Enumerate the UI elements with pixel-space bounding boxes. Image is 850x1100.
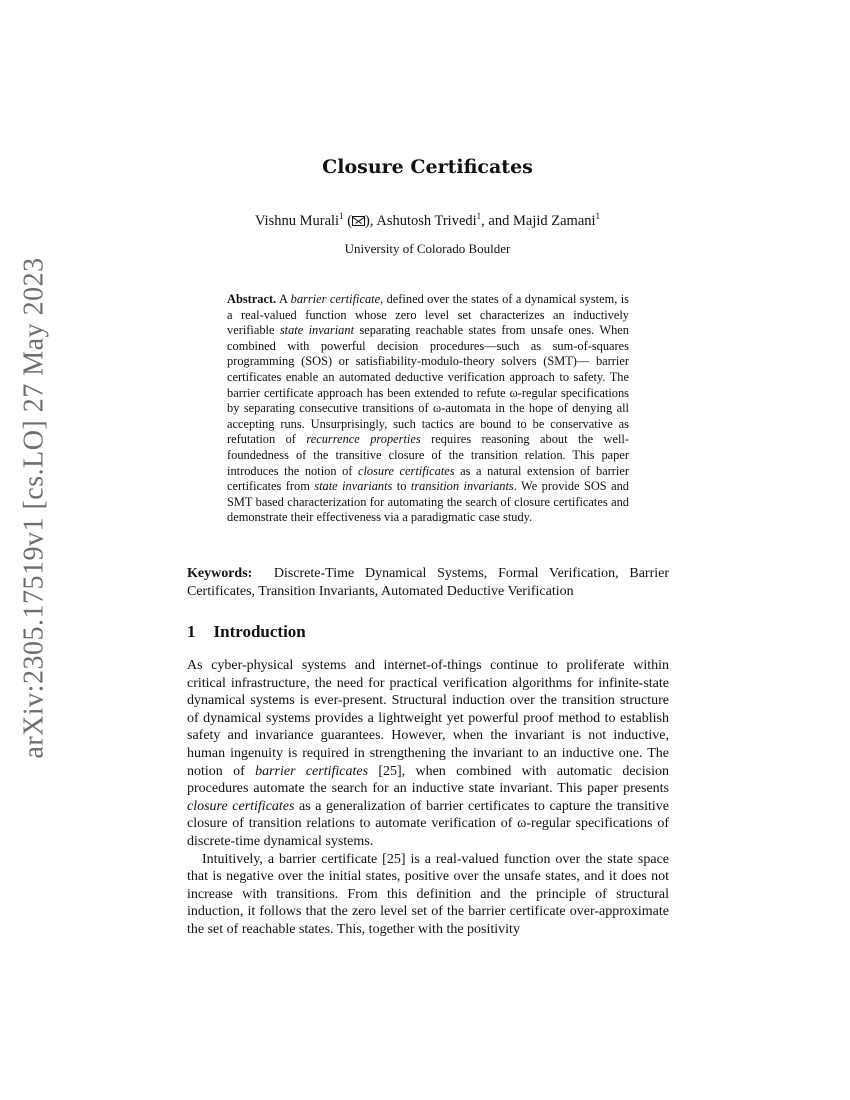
text-run: as a generalization of barrier certificates to capture the transitive closure of transition relations to automate verification of ω-regular specifications of discrete-time dynamical systems. — [187, 798, 669, 849]
text-run: As cyber-physical systems and internet-of-things continue to proliferate within critical infrastructure, the need for practical verification algorithms for infinite-state dynamical systems is ever-present. Structural induction over the transition structure of dynamical systems provides a lightweight yet powerful proof method to establish safety and invariance guarantees. However, when the invariant is not inductive, human ingenuity is required in strengthening the invariant to an inductive one. The notion of — [187, 658, 669, 779]
emphasized-text: transition invariants — [410, 479, 514, 494]
emphasized-text: barrier certificate — [290, 292, 381, 306]
affiliation: University of Colorado Boulder — [344, 241, 511, 256]
emphasized-text: barrier certificates — [255, 763, 369, 779]
emphasized-text: state invariants — [314, 479, 393, 494]
author-separator: , and — [481, 212, 513, 229]
emphasized-text: closure certificates — [357, 463, 455, 478]
text-run: Intuitively, a barrier certificate [25] is a real-valued function over the state space that is negative over the initial states, positive over the unsafe states, and it does not increase with transitions. From this definition and the principle of structural induction, it follows that the zero level set of the barrier certificate over-approximate the set of reachable states. This, together with the positivity — [187, 851, 669, 937]
author-affiliation-mark: 1 — [339, 211, 344, 221]
text-run: [25], when combined with automatic decision procedures automate the search for an inductive state invariant. This paper presents — [187, 763, 669, 797]
text-run: requires reasoning about the well-foundedness of the transitive closure of the transition relation. This paper introduces the notion of — [227, 432, 629, 478]
emphasized-text: state invariant — [279, 323, 355, 338]
text-run: , defined over the states of a dynamical system, is a real-valued function whose zero level set characterizes an inductively verifiable — [227, 292, 629, 338]
arxiv-stamp — [12, 258, 58, 758]
keywords-label: Keywords: — [187, 566, 253, 581]
abstract — [227, 292, 629, 526]
emphasized-text: recurrence properties — [306, 432, 421, 447]
abstract-label: Abstract. — [227, 292, 277, 306]
abstract-body — [227, 292, 629, 524]
section-number: 1 — [187, 622, 196, 641]
text-run: as a natural extension of barrier certificates from — [227, 463, 629, 494]
keywords — [187, 565, 669, 600]
keywords-text: Discrete-Time Dynamical Systems, Formal Verification, Barrier Certificates, Transition Invariants, Automated Deductive Verification — [187, 566, 669, 599]
arxiv-identifier: arXiv:2305.17519v1 [cs.LO] 27 May 2023 — [19, 257, 50, 759]
introduction-body — [187, 657, 669, 939]
paragraph — [187, 851, 669, 939]
text-run: A — [276, 292, 291, 306]
emphasized-text: closure certificates — [187, 798, 295, 814]
text-run: separating reachable states from unsafe ones. When combined with powerful decision procedures—such as sum-of-squares programming (SOS) or satisfiability-modulo-theory solvers (SMT)— barrier certificates enable an automated deductive verification approach to safety. The barrier certificate approach has been extended to refute ω-regular specifications by separating consecutive transitions of ω-automata in the hope of denying all accepting runs. Unsurprisingly, such tactics are bound to be conservative as refutation of — [227, 323, 629, 447]
author-list — [0, 211, 850, 230]
text-run: . We provide SOS and SMT based characterization for automating the search of closure certificates and demonstrate their effectiveness via a paradigmatic case study. — [227, 479, 629, 525]
section-title: Introduction — [213, 622, 306, 641]
author-name: Majid Zamani — [512, 212, 596, 229]
envelope-icon — [352, 216, 365, 226]
author-affiliation-mark: 1 — [595, 211, 601, 221]
author-name: Vishnu Murali — [254, 212, 340, 229]
author-separator: , — [369, 212, 377, 229]
text-run: to — [392, 479, 411, 494]
section-heading — [187, 622, 306, 642]
author-affiliation-mark: 1 — [476, 211, 482, 221]
corresponding-author-mark: ( ) — [347, 212, 370, 229]
paper-title: Closure Certificates — [322, 156, 533, 178]
author-name: Ashutosh Trivedi — [376, 212, 477, 229]
paragraph — [187, 657, 669, 851]
